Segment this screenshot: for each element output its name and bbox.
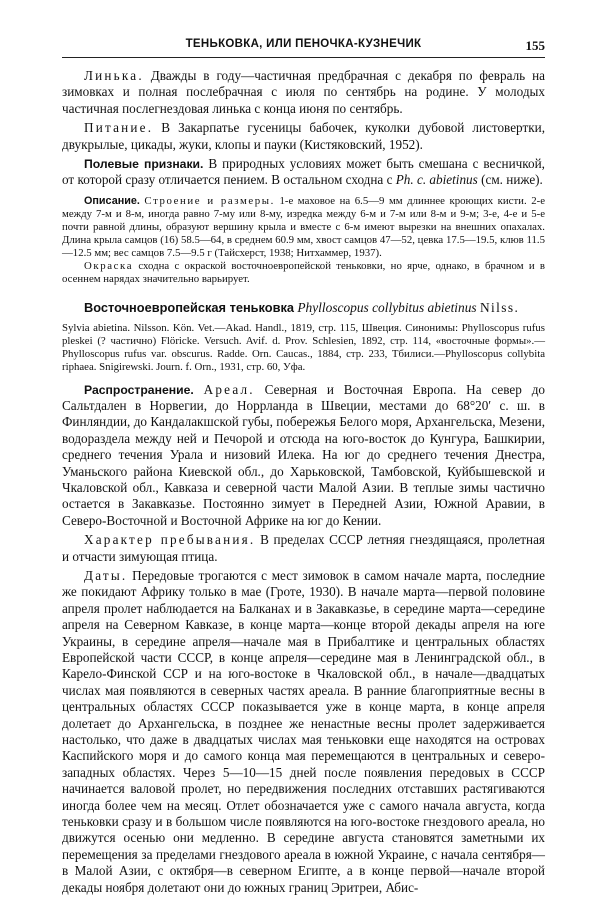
coloration-spaced: Окраска <box>84 260 134 273</box>
food-label: Питание. <box>84 120 154 136</box>
field-text-2: (см. ниже). <box>481 172 543 188</box>
distribution-label: Распространение. <box>84 382 194 397</box>
header-rule <box>62 57 545 58</box>
page-number: 155 <box>525 38 545 53</box>
distribution-paragraph <box>62 382 545 530</box>
molt-label: Линька. <box>84 68 144 83</box>
subspecies-name: Восточноевропейская теньковка <box>84 299 294 315</box>
field-paragraph <box>62 156 545 189</box>
description-spaced: Строение и размеры. <box>144 194 275 207</box>
description-paragraph <box>62 195 545 260</box>
food-text: В Закарпатье гусеницы бабочек, куколки дубовой листовертки, двукрылые, цикады, жуки, клопы и пауки (Кистяковский, 1952). <box>62 120 545 152</box>
molt-paragraph <box>62 68 545 117</box>
synonyms-text: Sylvia abietina. Nilsson. Kön. Vet.—Akad. Handl., 1819, стр. 115, Швеция. Синонимы: Phylloscopus rufus pleskei (? частично) Flöricke. Versuch. Avif. d. Prov. Schlesien, 1892, стр. 114, «восточные формы».—Phylloscopus rufus var. obscurus. Radde. Orn. Caucas., 1884, стр. 233, Тбилиси.—Phylloscopus collybita riphaea. Snigirewski. Journ. f. Orn., 1931, стр. 60, Уфа. <box>62 321 545 373</box>
molt-text: Дважды в году—частичная предбрачная с декабря по февраль на зимовках и полная послебрачная с июля по сентябрь на родине. У молодых частичная послегнездовая линька с конца июня по сентябрь. <box>62 68 545 116</box>
subspecies-latin: Phylloscopus collybitus abietinus <box>297 299 477 315</box>
field-label: Полевые признаки. <box>84 157 204 172</box>
distribution-text: Северная и Восточная Европа. На север до Сальтдален в Норвегии, до Норрланда в Швеции, местами до 68°20′ с. ш. в Финляндии, до Кандалакшской губы, побережья Белого моря, Архангельска, Мезени, водораздела между ней и Печорой и отсюда на юго-восток до Кунгура, Башкирии, среднего течения Урала и низовий Илека. На юг до среднего течения Днестра, Уманьского района Киевской обл., до Харьковской, Тамбовской, Куйбышевской и Чкаловской обл., Кавказа и северной части Малой Азии. В теплые зимы частично остается в Закавказье. Постоянно зимует в Передней Азии, Южной Аравии, в Северо-Восточной и Восточной Африке на юг до Кении. <box>62 381 546 528</box>
stay-paragraph <box>62 532 545 565</box>
stay-text: В пределах СССР летняя гнездящаяся, пролетная и отчасти зимующая птица. <box>62 532 546 564</box>
running-title: ТЕНЬКОВКА, ИЛИ ПЕНОЧКА-КУЗНЕЧИК <box>185 38 422 50</box>
description-text: 1-е маховое на 6.5—9 мм длиннее кроющих кисти. 2-е между 7-м и 8-м, иногда равно 7-му или 8-му, изредка между 6-м и 7-м или 8-м и 9-м; 3-е, 4-е и 5-е почти равной длины, образуют вершину крыла и вместе с 6-м имеют вырезки на внешних опахалах. Длина крыла самцов (16) 58.5—64, в среднем 60.9 мм, хвост самцов 47—52, цевка 17.5—19.5, клюв 11.5—12.5 мм; вес самцов 7.5—9.5 г (Тайсхерст, 1938; Нитхаммер, 1937). <box>62 194 545 260</box>
food-paragraph <box>62 120 545 153</box>
coloration-text: сходна с окраской восточноевропейской теньковки, но ярче, однако, в брачном и в осеннем нарядах значительно варьирует. <box>62 260 545 286</box>
subspecies-author: Nilss. <box>479 299 520 315</box>
distribution-spaced: Ареал. <box>203 381 255 397</box>
synonyms-paragraph <box>62 322 545 374</box>
dates-spaced: Даты. <box>84 567 128 583</box>
running-header <box>62 38 545 56</box>
dates-text: Передовые трогаются с мест зимовок в самом начале марта, последние же покидают Африку только в мае (Гроте, 1930). В начале марта—первой половине апреля пролет наблюдается на Балканах и в Закавказье, в середине марта—середине апреля на Северном Кавказе, в конце марта—конце второй декады апреля на юге Украины, в середине апреля—начале мая в Прибалтике и центральных областях Европейской части СССР, в конце апреля—середине мая в Ленинградской обл., в Карело-Финской ССР и на юго-востоке в Чкаловской обл., в начале—двадцатых числах мая появляются в северных частях ареала. В ранние благоприятные весны в центральных областях СССР показывается уже в конце марта, в конце апреля долетает до Архангельска, в позднее же ненастные весны пролет задерживается настолько, что даже в двадцатых числах мая теньковки еще находятся на островах Каспийского моря и до самого конца мая перемещаются в центральных и северо-западных областях. Через 5—10—15 дней после появления передовых в СССР начинается валовой пролет, но передвижения последних отставших растягиваются иногда более чем на месяц. Отлет обозначается уже с самого начала августа, когда теньковки сразу и в большом числе появляются на юго-востоке гнездового ареала, но движутся осенью они медленно. В середине августа становятся заметными их перемещения за пределами гнездового ареала в южной Украине, с начала сентября—в Малой Азии, с октября—в северном Египте, а в конце первой—начале второй декады ноября долетают они до южных границ Эритреи, Абис- <box>62 567 546 895</box>
dates-paragraph <box>62 568 545 896</box>
description-label: Описание. <box>84 194 140 207</box>
field-italic: Ph. c. abietinus <box>395 172 478 188</box>
page-body <box>62 68 545 899</box>
stay-spaced: Характер пребывания. <box>84 532 256 548</box>
subspecies-heading <box>62 299 545 316</box>
field-text-1: В природных условиях может быть смешана с весничкой, от которой сразу отличается пением. В остальном сходна с <box>62 156 545 188</box>
coloration-paragraph <box>62 260 545 286</box>
